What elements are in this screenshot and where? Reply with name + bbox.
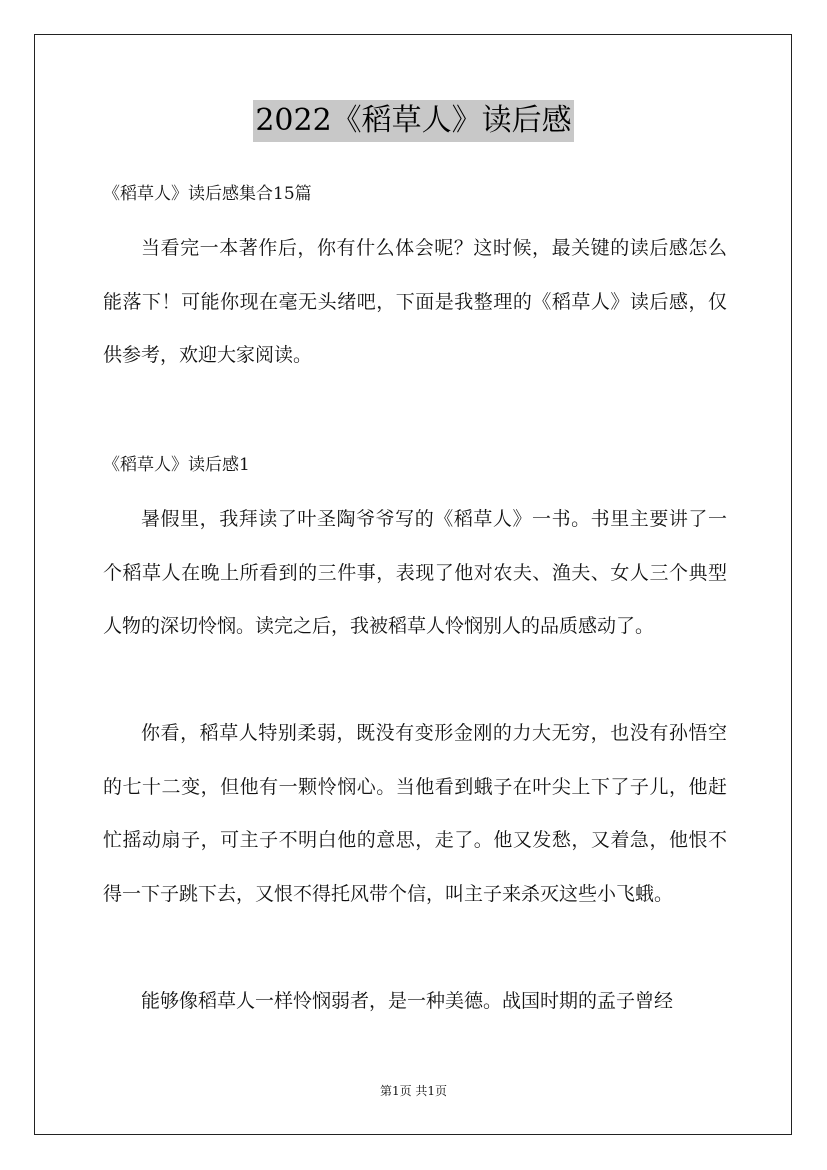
body-paragraph: 暑假里，我拜读了叶圣陶爷爷写的《稻草人》一书。书里主要讲了一个稻草人在晚上所看到的三件事，表现了他对农夫、渔夫、女人三个典型人物的深切怜悯。读完之后，我被稻草人怜悯别人的品质感动了。 <box>103 508 727 637</box>
intro-paragraph: 当看完一本著作后，你有什么体会呢？这时候，最关键的读后感怎么能落下！可能你现在毫无头绪吧，下面是我整理的《稻草人》读后感，仅供参考，欢迎大家阅读。 <box>103 237 727 366</box>
body-paragraph: 你看，稻草人特别柔弱，既没有变形金刚的力大无穷，也没有孙悟空的七十二变，但他有一颗怜悯心。当他看到蛾子在叶尖上下了子儿，他赶忙摇动扇子，可主子不明白他的意思，走了。他又发愁，又着急，他恨不得一下子跳下去，又恨不得托风带个信，叫主子来杀灭这些小飞蛾。 <box>103 722 727 905</box>
section-heading: 《稻草人》读后感1 <box>103 455 250 475</box>
document-subtitle: 《稻草人》读后感集合15篇 <box>103 184 312 204</box>
title-block <box>0 100 827 142</box>
page-footer: 第1页 共1页 <box>379 1084 448 1098</box>
document-title: 2022《稻草人》读后感 <box>253 100 573 142</box>
body-paragraph: 能够像稻草人一样怜悯弱者，是一种美德。战国时期的孟子曾经 <box>141 990 674 1012</box>
